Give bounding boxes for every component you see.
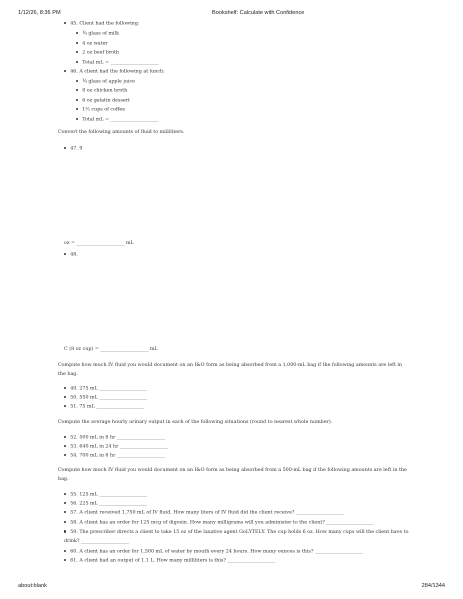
page-number: 284/1344: [421, 583, 445, 589]
q47-answer: oz = ____________________ mL: [64, 241, 134, 246]
print-datetime: 1/12/26, 8:36 PM: [18, 10, 61, 16]
q46-total: Total mL = ____________________: [76, 118, 159, 123]
iv1000-item: 49. 275 mL ____________________: [64, 387, 147, 392]
urinary-item: 54. 700 mL in 8 hr ____________________: [64, 454, 165, 459]
iv1000-item: 51. 75 mL ____________________: [64, 405, 144, 410]
urinary-item: 52. 500 mL in 8 hr ____________________: [64, 436, 165, 441]
convert-instruction: Convert the following amounts of fluid to milliliters.: [58, 130, 185, 135]
urinary-item: 53. 640 mL in 24 hr ____________________: [64, 445, 168, 450]
final-item: 60. A client has an order for 1,500 mL of water by mouth every 24 hours. How many ounces is this? ____________________: [64, 550, 363, 555]
q46-label: 46. A client had the following at lunch:: [64, 70, 165, 75]
urinary-instruction: Compute the average hourly urinary output in each of the following situations (round to nearest whole number).: [58, 420, 333, 425]
q46-item: 1⅔ cups of coffee: [76, 108, 125, 113]
q47-label: 47. 9: [64, 147, 82, 152]
final-item: 59. The prescriber directs a client to take 15 oz of the laxative agent GoLYTELY. The cup holds 6 oz. How many cups will the client have to drink? ____________________: [64, 530, 409, 544]
q45-item: ¾ glass of milk: [76, 32, 119, 37]
print-url: about:blank: [18, 583, 47, 589]
q46-item: 8 oz chicken broth: [76, 89, 127, 94]
final-item: 57. A client received 1,750 mL of IV fluid. How many liters of IV fluid did the client receive? ____________________: [64, 511, 344, 516]
final-item: 58. A client has an order for 125 mcg of digoxin. How many milligrams will you administer to the client? ____________________: [64, 521, 374, 526]
final-item: 61. A client had an output of 1.1 L. How many milliliters is this? ____________________: [64, 559, 275, 564]
q45-total: Total mL = ____________________: [76, 61, 159, 66]
q45-item: 4 oz water: [76, 42, 108, 47]
q48-label: 48.: [64, 253, 78, 258]
q45-item: 2 oz beef broth: [76, 51, 119, 56]
print-title: Bookshelf: Calculate with Confidence: [212, 10, 305, 16]
iv1000-instruction: Compute how much IV fluid you would document on an I&O form as being absorbed from a 1,000-mL bag if the following amounts are left in the bag.: [58, 363, 403, 377]
q46-item: ¾ glass of apple juice: [76, 80, 135, 85]
iv1000-item: 50. 550 mL ____________________: [64, 396, 147, 401]
iv500-instruction: Compute how much IV fluid you would document on an I&O form as being absorbed from a 500-mL bag if the following amounts are left in the bag.: [58, 468, 407, 482]
final-item: 56. 225 mL ____________________: [64, 502, 147, 507]
q46-item: 6 oz gelatin dessert: [76, 99, 130, 104]
q48-answer: C (8 oz cup) = ____________________ mL: [64, 347, 158, 352]
final-item: 55. 125 mL ____________________: [64, 493, 147, 498]
q45-label: 45. Client had the following:: [64, 22, 139, 27]
